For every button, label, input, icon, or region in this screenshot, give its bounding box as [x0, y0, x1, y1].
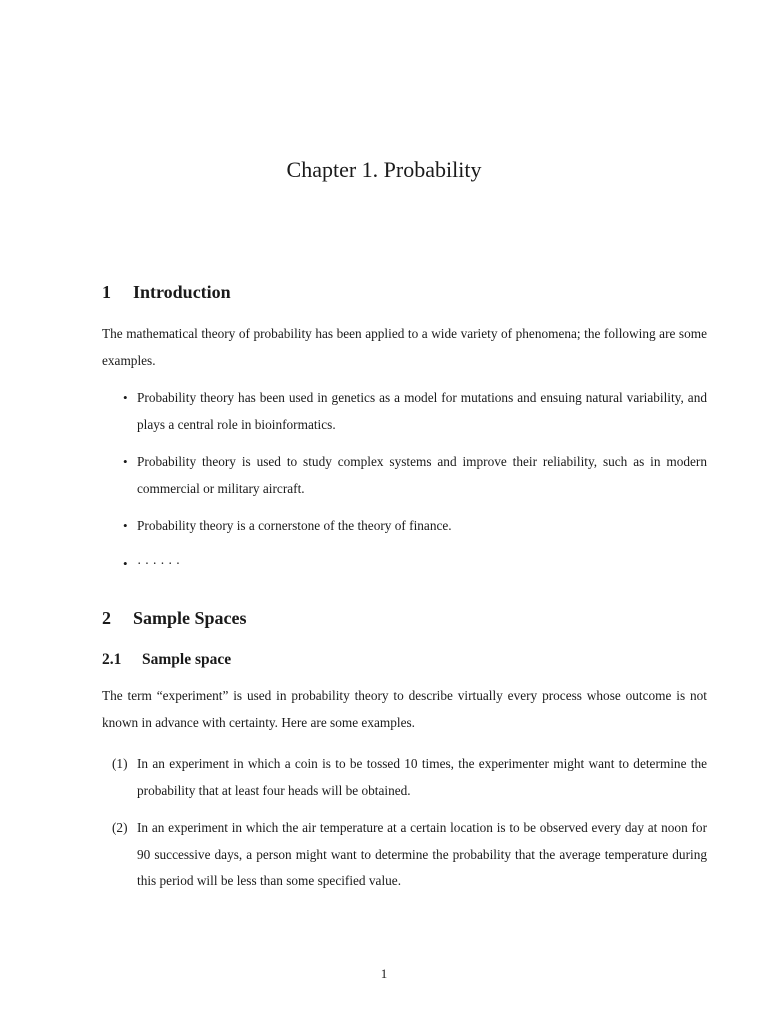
experiment-paragraph: The term “experiment” is used in probability theory to describe virtually every process whose outcome is not known in advance with certainty. Here are some examples. [102, 688, 707, 730]
list-item-text: Probability theory is a cornerstone of the theory of finance. [137, 518, 452, 533]
list-item [102, 385, 707, 438]
list-item-text: In an experiment in which a coin is to be tossed 10 times, the experimenter might want to determine the probability that at least four heads will be obtained. [137, 756, 707, 798]
item-label: (1) [112, 756, 128, 771]
section-title: Sample Spaces [133, 608, 247, 628]
list-item [102, 751, 707, 804]
section-heading-introduction [102, 282, 231, 303]
list-item [102, 815, 707, 895]
subsection-title: Sample space [142, 651, 232, 668]
subsection-number: 2.1 [102, 651, 122, 668]
list-item-text: Probability theory has been used in genetics as a model for mutations and ensuing natural variability, and plays a central role in bioinformatics. [137, 390, 707, 432]
bullet-icon: • [123, 555, 128, 571]
bullet-icon: • [123, 454, 128, 469]
bullet-icon: • [123, 518, 128, 533]
list-item [102, 449, 707, 502]
list-item-text: In an experiment in which the air temperature at a certain location is to be observed every day at noon for 90 successive days, a person might want to determine the probability that the average temperature during this period will be less than some specified value. [137, 820, 707, 888]
examples-bullet-list [102, 385, 707, 577]
section-number: 2 [102, 608, 111, 628]
item-label: (2) [112, 820, 128, 835]
list-item [102, 551, 707, 578]
chapter-title: Chapter 1. Probability [286, 157, 482, 182]
list-item-text: Probability theory is used to study complex systems and improve their reliability, such as in modern commercial or military aircraft. [137, 454, 707, 496]
bullet-icon: • [123, 390, 128, 405]
section-number: 1 [102, 282, 111, 302]
subsection-heading-sample-space [102, 651, 231, 669]
page-number: 1 [380, 966, 388, 981]
list-item [102, 513, 707, 540]
experiment-examples-list [102, 751, 707, 895]
section-title: Introduction [133, 282, 231, 302]
intro-paragraph: The mathematical theory of probability has been applied to a wide variety of phenomena; the following are some examples. [102, 326, 707, 368]
list-item-ellipsis: · · · · · · [137, 555, 181, 571]
section-heading-sample-spaces [102, 608, 247, 629]
